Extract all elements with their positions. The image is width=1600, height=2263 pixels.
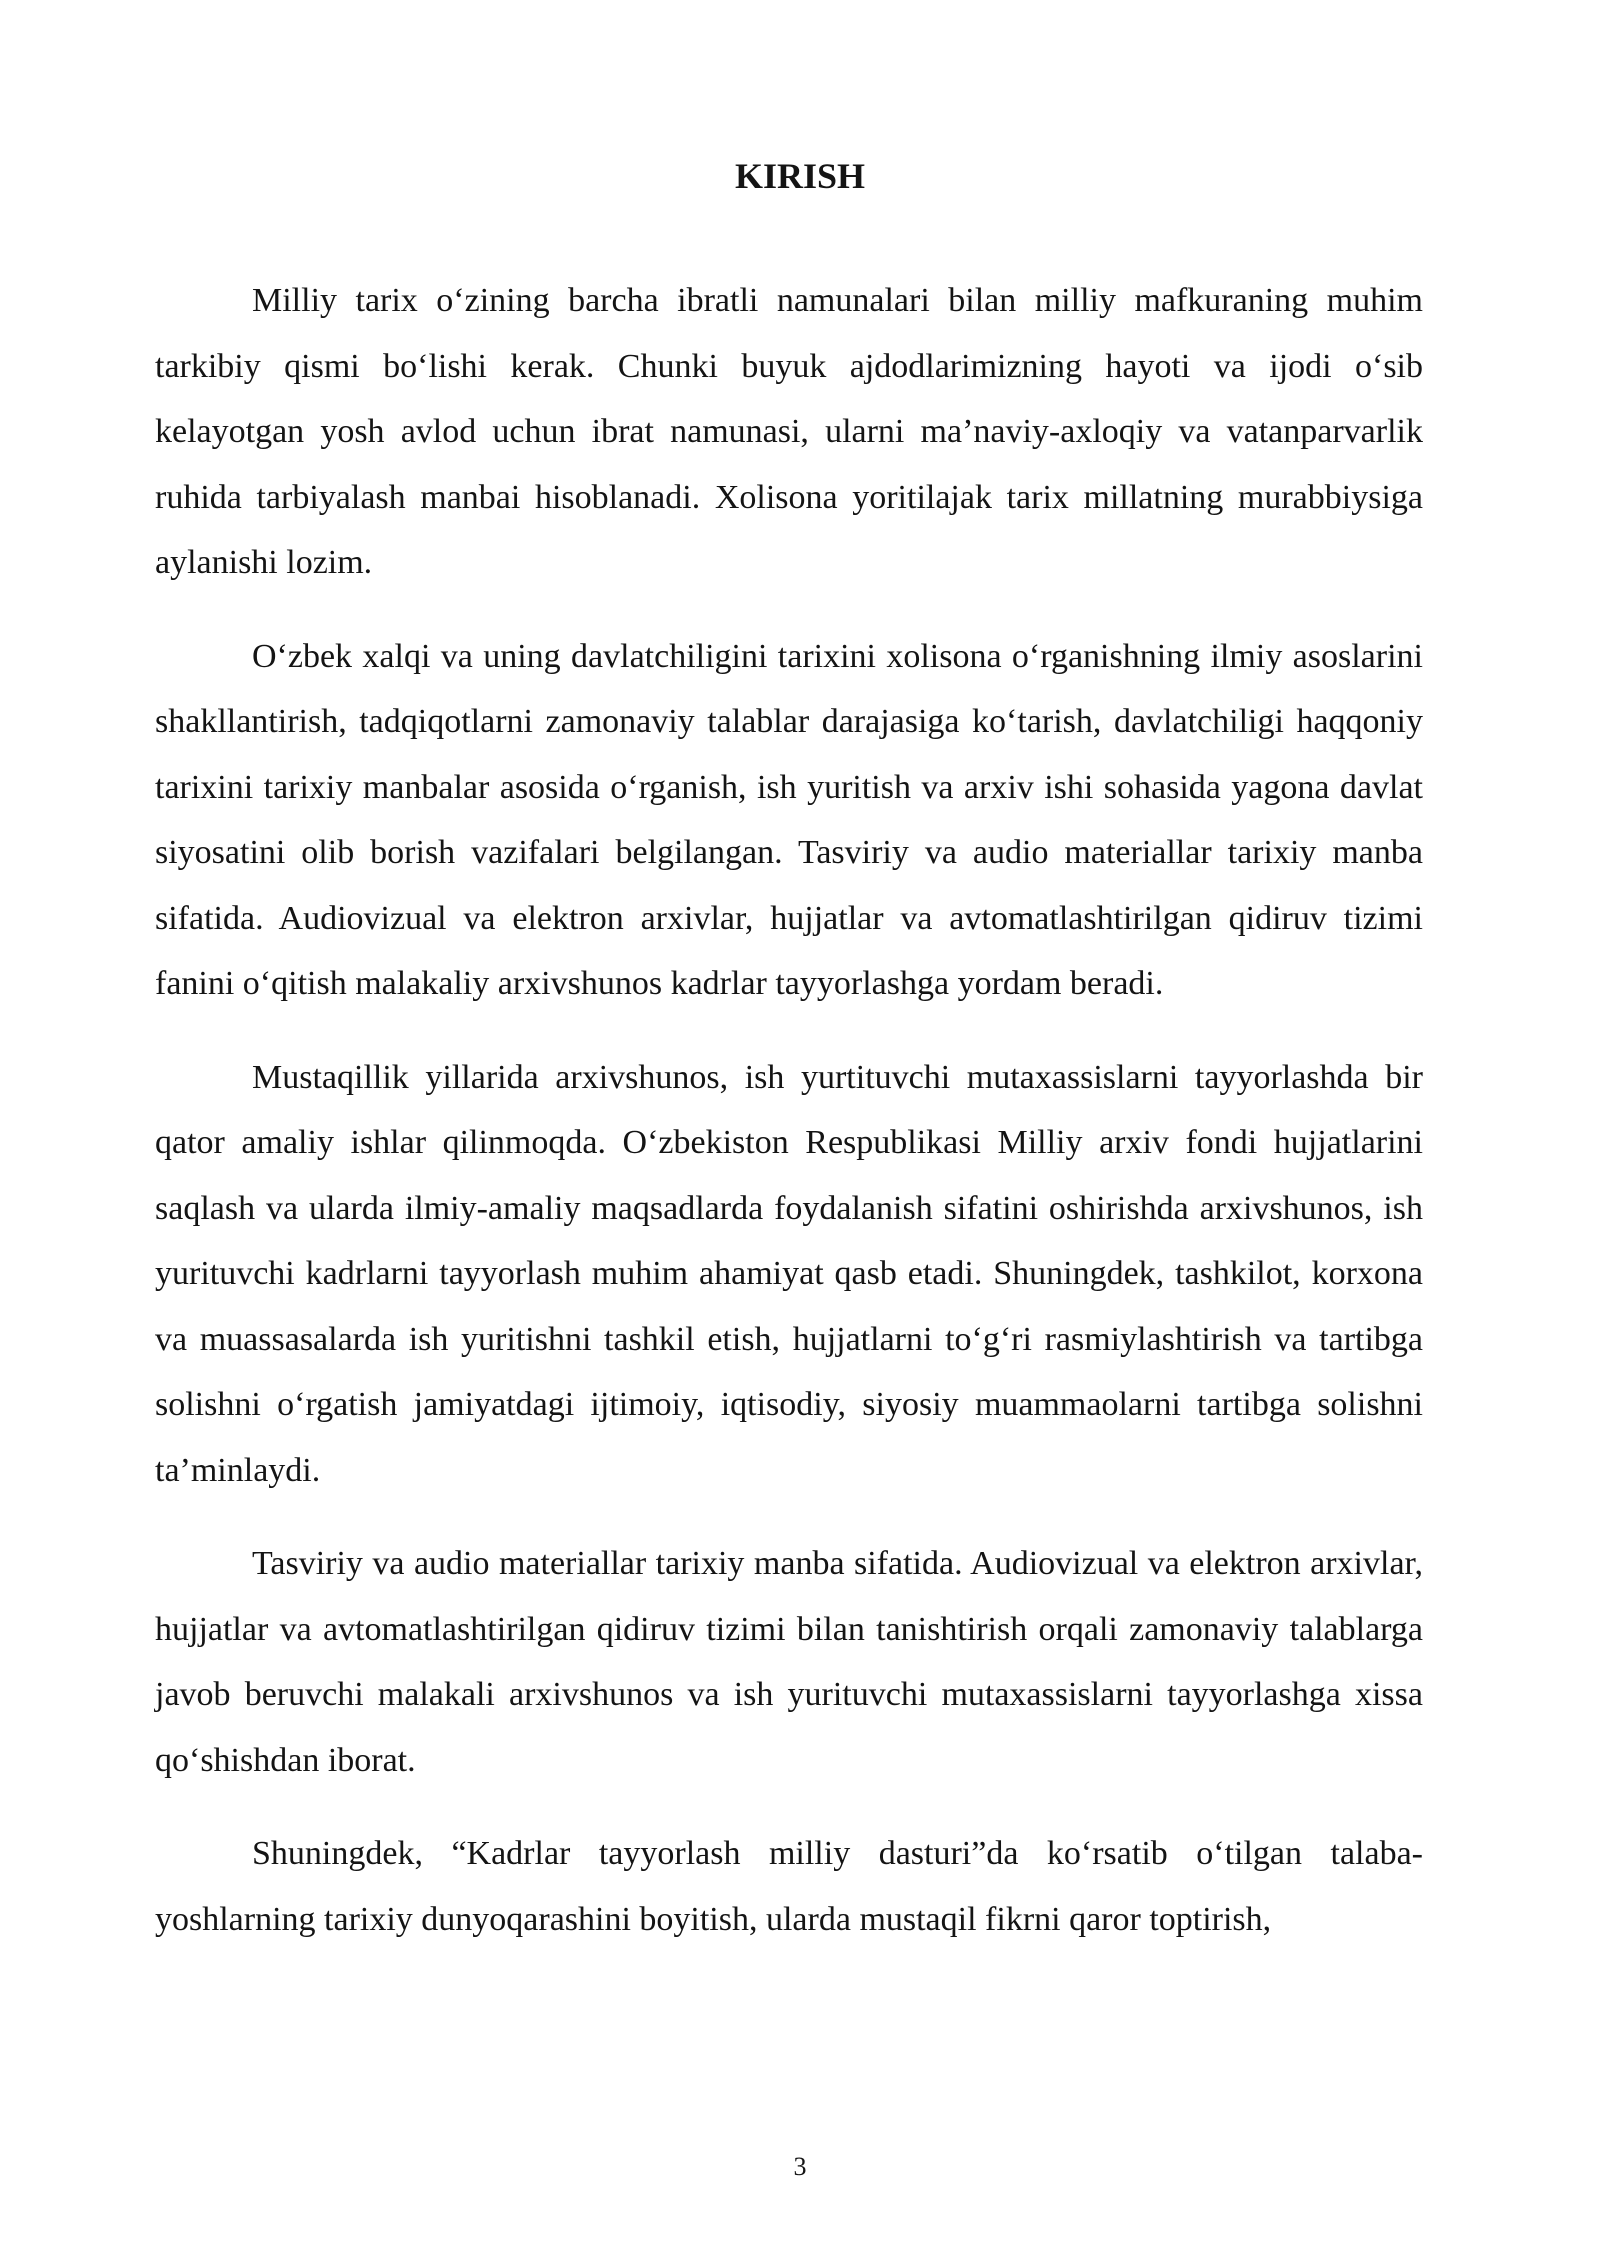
paragraph-4: Tasviriy va audio materiallar tarixiy manba sifatida. Audiovizual va elektron arxivlar, hujjatlar va avtomatlashtirilgan qidiruv tizimi bilan tanishtirish orqali zamonaviy talablarga javob beruvchi malakali arxivshunos va ish yurituvchi mutaxassislarni tayyorlashga xissa qo‘shishdan iborat.: [155, 1545, 1423, 1779]
paragraph-2: O‘zbek xalqi va uning davlatchiligini tarixini xolisona o‘rganishning ilmiy asoslarini shakllantirish, tadqiqotlarni zamonaviy talablar darajasiga ko‘tarish, davlatchiligi haqqoniy tarixini tarixiy manbalar asosida o‘rganish, ish yuritish va arxiv ishi sohasida yagona davlat siyosatini olib borish vazifalari belgilangan. Tasviriy va audio materiallar tarixiy manba sifatida. Audiovizual va elektron arxivlar, hujjatlar va avtomatlashtirilgan qidiruv tizimi fanini o‘qitish malakaliy arxivshunos kadrlar tayyorlashga yordam beradi.: [155, 637, 1423, 1002]
paragraph-1: Milliy tarix o‘zining barcha ibratli namunalari bilan milliy mafkuraning muhim tarkibiy qismi bo‘lishi kerak. Chunki buyuk ajdodlarimizning hayoti va ijodi o‘sib kelayotgan yosh avlod uchun ibrat namunasi, ularni ma’naviy-axloqiy va vatanparvarlik ruhida tarbiyalash manbai hisoblanadi. Xolisona yoritilajak tarix millatning murabbiysiga aylanishi lozim.: [155, 282, 1423, 581]
page-number: 3: [793, 2152, 807, 2181]
paragraph-3: Mustaqillik yillarida arxivshunos, ish yurtituvchi mutaxassislarni tayyorlashda bir qator amaliy ishlar qilinmoqda. O‘zbekiston Respublikasi Milliy arxiv fondi hujjatlarini saqlash va ularda ilmiy-amaliy maqsadlarda foydalanish sifatini oshirishda arxivshunos, ish yurituvchi kadrlarni tayyorlash muhim ahamiyat qasb etadi. Shuningdek, tashkilot, korxona va muassasalarda ish yuritishni tashkil etish, hujjatlarni to‘g‘ri rasmiylashtirish va tartibga solishni o‘rgatish jamiyatdagi ijtimoiy, iqtisodiy, siyosiy muammaolarni tartibga solishni ta’minlaydi.: [155, 1058, 1423, 1489]
page-title: KIRISH: [734, 156, 866, 196]
paragraph-5: Shuningdek, “Kadrlar tayyorlash milliy dasturi”da ko‘rsatib o‘tilgan talaba-yoshlarning tarixiy dunyoqarashini boyitish, ularda mustaqil fikrni qaror toptirish,: [155, 1835, 1423, 1938]
document-body: [155, 268, 1423, 1980]
